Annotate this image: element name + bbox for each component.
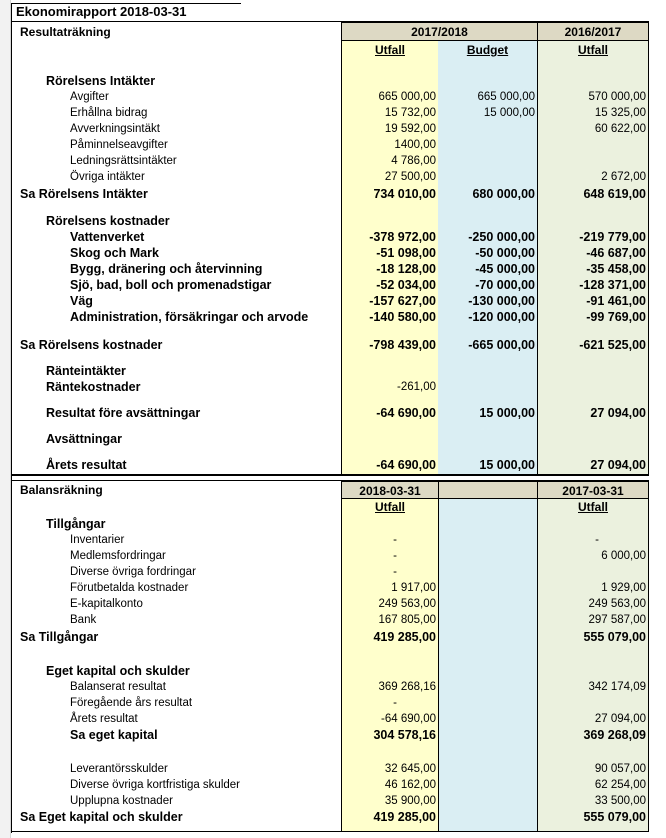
balance-row-label: Årets resultat <box>70 713 138 725</box>
income-row-budget: -130 000,00 <box>468 294 535 308</box>
income-row-label: Erhållna bidrag <box>70 107 148 119</box>
income-row-label: Resultat före avsättningar <box>46 406 201 420</box>
balance-row-utfall: -64 690,00 <box>381 713 436 725</box>
balance-row-prev: 297 587,00 <box>588 614 646 626</box>
border-prev-right <box>648 22 649 474</box>
balance-row-utfall: 1 917,00 <box>391 582 436 594</box>
income-row-budget: -70 000,00 <box>475 278 535 292</box>
income-row-utfall: -18 128,00 <box>376 262 436 276</box>
bal-mid-column-band <box>438 498 537 831</box>
income-row-utfall: -261,00 <box>396 381 436 393</box>
balance-row-prev: 555 079,00 <box>583 630 646 644</box>
income-row-label: Årets resultat <box>46 458 127 472</box>
income-row-label: Skog och Mark <box>70 246 159 260</box>
balance-row-prev: 249 563,00 <box>588 598 646 610</box>
income-row-utfall: -64 690,00 <box>376 458 436 472</box>
income-row-prev: -621 525,00 <box>579 338 646 352</box>
balance-row-utfall: 304 578,16 <box>373 728 436 742</box>
date-prev-header: 2017-03-31 <box>537 481 649 499</box>
income-row-label: Sa Rörelsens Intäkter <box>20 187 148 201</box>
income-row-utfall: -157 627,00 <box>369 294 436 308</box>
income-row-prev: 570 000,00 <box>588 91 646 103</box>
income-row-prev: -99 769,00 <box>586 310 646 324</box>
date-mid-header <box>438 481 538 499</box>
income-row-utfall: -798 439,00 <box>369 338 436 352</box>
balance-row-utfall: 32 645,00 <box>384 763 436 775</box>
income-row-label: Övriga intäkter <box>70 171 145 183</box>
income-row-utfall: -51 098,00 <box>376 246 436 260</box>
income-row-prev: -219 779,00 <box>579 230 646 244</box>
balance-row-prev: 33 500,00 <box>594 795 646 807</box>
report-title: Ekonomirapport 2018-03-31 <box>16 4 187 19</box>
income-row-budget: -250 000,00 <box>468 230 535 244</box>
balance-row-utfall: - <box>393 697 397 709</box>
col-header-budget: Budget <box>466 43 509 57</box>
balance-row-prev: 62 254,00 <box>594 779 646 791</box>
income-row-label: Sjö, bad, boll och promenadstigar <box>70 278 272 292</box>
balance-row-label: E-kapitalkonto <box>70 598 143 610</box>
income-row-utfall: 734 010,00 <box>373 187 436 201</box>
income-row-prev: -91 461,00 <box>586 294 646 308</box>
income-row-label: Avverkningsintäkt <box>70 123 160 135</box>
balance-row-utfall: 46 162,00 <box>384 779 436 791</box>
border-sheet-left <box>11 3 12 833</box>
income-row-label: Ränteintäkter <box>46 364 126 378</box>
balance-row-utfall: 167 805,00 <box>378 614 436 626</box>
balance-row-label: Eget kapital och skulder <box>46 664 190 678</box>
income-row-prev: 60 622,00 <box>594 123 646 135</box>
balance-heading: Balansräkning <box>20 483 103 497</box>
income-row-prev: 27 094,00 <box>590 458 646 472</box>
income-row-utfall: 665 000,00 <box>378 91 436 103</box>
row-header-gutter <box>0 0 11 838</box>
balance-row-utfall: - <box>393 550 397 562</box>
income-row-prev: 2 672,00 <box>601 171 646 183</box>
balance-row-label: Föregående års resultat <box>70 697 193 709</box>
balance-row-utfall: 419 285,00 <box>373 810 436 824</box>
balance-row-label: Bank <box>70 614 97 626</box>
balance-row-label: Diverse övriga kortfristiga skulder <box>70 779 241 791</box>
income-row-label: Bygg, dränering och återvinning <box>70 262 263 276</box>
income-row-label: Rörelsens kostnader <box>46 214 170 228</box>
income-row-utfall: 1400,00 <box>394 139 436 151</box>
period-current-header: 2017/2018 <box>341 22 538 41</box>
balance-row-label: Balanserat resultat <box>70 681 166 693</box>
border-income-bottom <box>11 474 649 476</box>
balance-row-label: Diverse övriga fordringar <box>70 566 196 578</box>
income-row-prev: -35 458,00 <box>586 262 646 276</box>
balance-row-prev: 342 174,09 <box>588 681 646 693</box>
balance-row-label: Förutbetalda kostnader <box>70 582 189 594</box>
balance-row-utfall: - <box>393 566 397 578</box>
income-row-label: Påminnelseavgifter <box>70 139 168 151</box>
income-row-utfall: -52 034,00 <box>376 278 436 292</box>
balance-row-prev: - <box>595 534 599 546</box>
income-row-label: Räntekostnader <box>46 380 141 394</box>
income-row-prev: 648 619,00 <box>583 187 646 201</box>
balance-row-utfall: 369 268,16 <box>378 681 436 693</box>
col-header-prev: Utfall <box>578 43 608 57</box>
bal-col-header-utfall: Utfall <box>375 500 405 514</box>
balance-row-label: Sa eget kapital <box>70 728 158 742</box>
income-row-prev: 27 094,00 <box>590 406 646 420</box>
income-row-budget: 680 000,00 <box>472 187 535 201</box>
bal-col-header-prev: Utfall <box>578 500 608 514</box>
balance-row-label: Sa Eget kapital och skulder <box>20 810 183 824</box>
income-heading: Resultaträkning <box>20 25 111 39</box>
period-prev-header: 2016/2017 <box>537 22 649 41</box>
balance-row-utfall: - <box>393 534 397 546</box>
income-row-label: Väg <box>70 294 93 308</box>
date-current-header: 2018-03-31 <box>341 481 439 499</box>
balance-row-label: Medlemsfordringar <box>70 550 166 562</box>
income-row-budget: 15 000,00 <box>483 107 535 119</box>
income-row-label: Avgifter <box>70 91 109 103</box>
income-row-label: Rörelsens Intäkter <box>46 74 156 88</box>
income-row-label: Ledningsrättsintäkter <box>70 155 177 167</box>
income-row-label: Avsättningar <box>46 432 122 446</box>
income-row-prev: 15 325,00 <box>594 107 646 119</box>
balance-row-label: Sa Tillgångar <box>20 630 99 644</box>
balance-row-prev: 555 079,00 <box>583 810 646 824</box>
income-row-label: Administration, försäkringar och arvode <box>70 310 309 324</box>
income-row-utfall: -140 580,00 <box>369 310 436 324</box>
balance-row-label: Leverantörsskulder <box>70 763 168 775</box>
income-row-label: Vattenverket <box>70 230 145 244</box>
balance-row-prev: 90 057,00 <box>594 763 646 775</box>
income-row-prev: -46 687,00 <box>586 246 646 260</box>
income-row-budget: 15 000,00 <box>479 406 535 420</box>
income-row-utfall: 4 786,00 <box>391 155 436 167</box>
income-row-utfall: 27 500,00 <box>384 171 436 183</box>
income-row-budget: -665 000,00 <box>468 338 535 352</box>
income-row-label: Sa Rörelsens kostnader <box>20 338 163 352</box>
income-row-utfall: 19 592,00 <box>384 123 436 135</box>
income-row-budget: -50 000,00 <box>475 246 535 260</box>
income-row-utfall: 15 732,00 <box>384 107 436 119</box>
balance-row-label: Upplupna kostnader <box>70 795 173 807</box>
balance-row-prev: 369 268,09 <box>583 728 646 742</box>
balance-row-utfall: 35 900,00 <box>384 795 436 807</box>
income-row-budget: -45 000,00 <box>475 262 535 276</box>
balance-row-prev: 6 000,00 <box>601 550 646 562</box>
income-row-budget: 15 000,00 <box>479 458 535 472</box>
col-header-utfall: Utfall <box>375 43 405 57</box>
border-sheet-bottom <box>11 831 649 832</box>
balance-row-utfall: 249 563,00 <box>378 598 436 610</box>
balance-row-prev: 27 094,00 <box>594 713 646 725</box>
income-row-budget: 665 000,00 <box>477 91 535 103</box>
balance-row-label: Inventarier <box>70 534 125 546</box>
income-row-budget: -120 000,00 <box>468 310 535 324</box>
balance-row-prev: 1 929,00 <box>601 582 646 594</box>
border-bal-mid <box>438 480 439 832</box>
income-row-utfall: -64 690,00 <box>376 406 436 420</box>
balance-row-utfall: 419 285,00 <box>373 630 436 644</box>
income-row-utfall: -378 972,00 <box>369 230 436 244</box>
balance-row-label: Tillgångar <box>46 517 106 531</box>
income-row-prev: -128 371,00 <box>579 278 646 292</box>
border-bal-right <box>648 480 649 832</box>
